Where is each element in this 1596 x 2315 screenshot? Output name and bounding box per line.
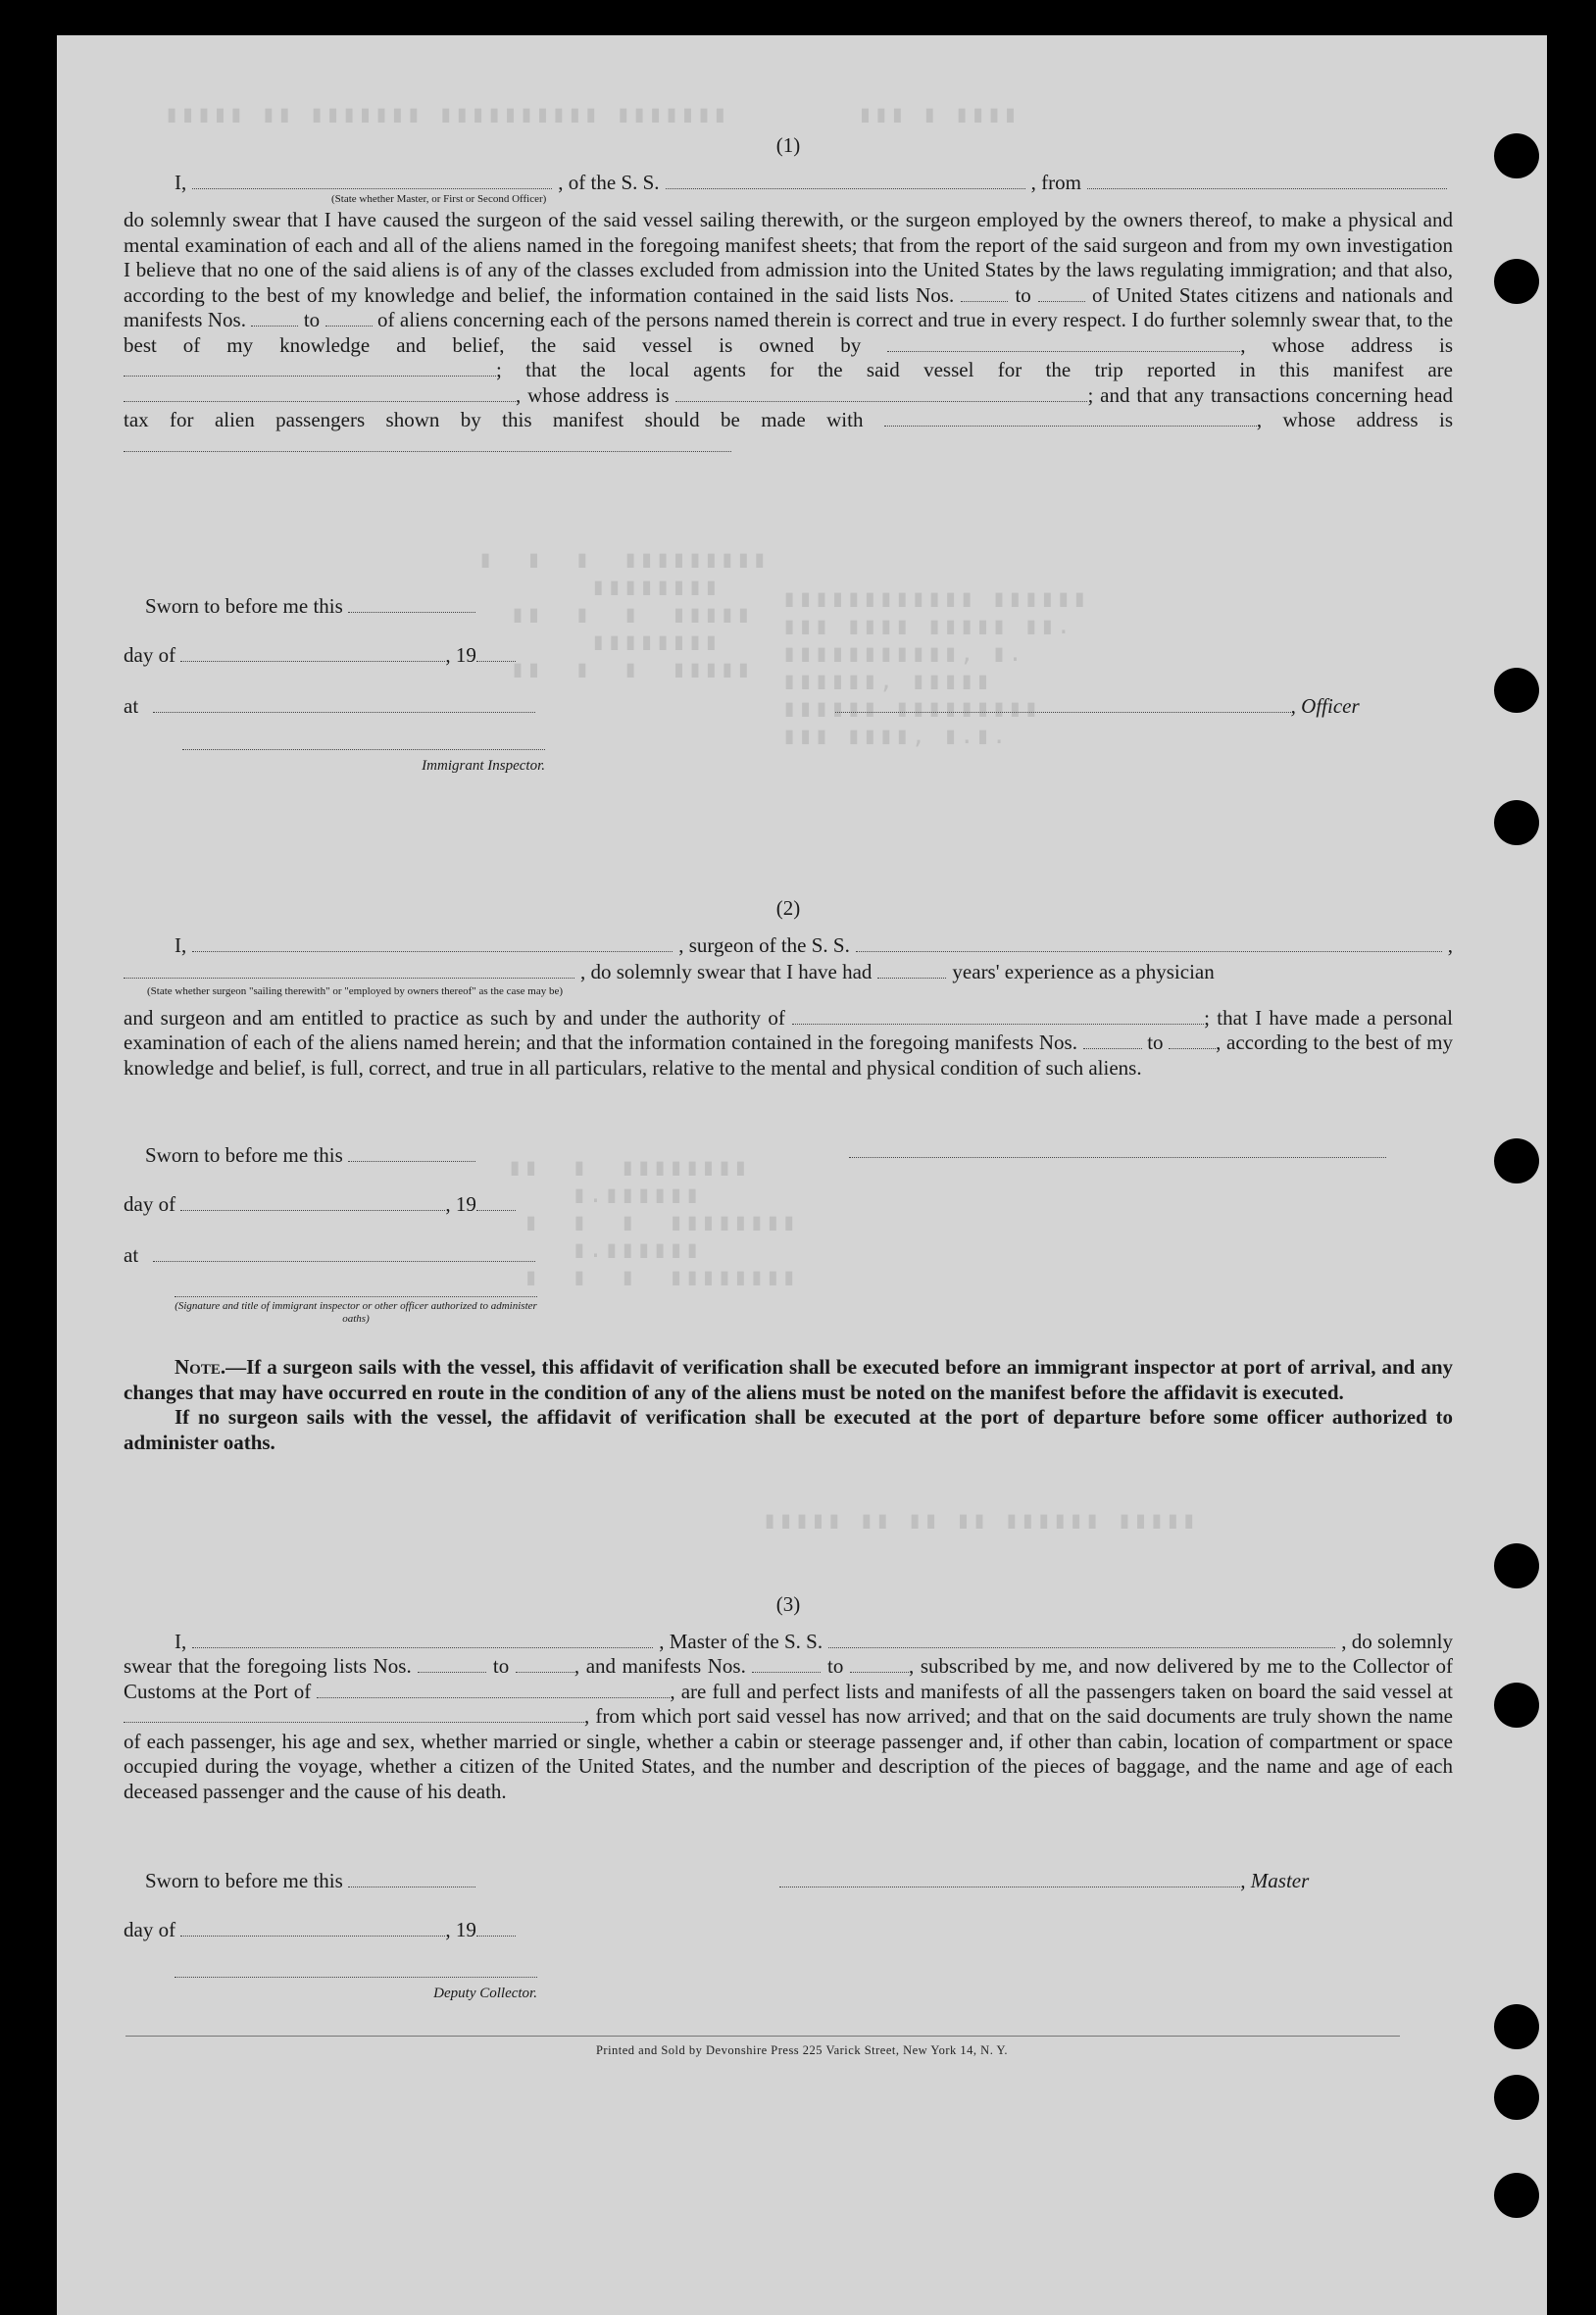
officer-sig-2: (Signature and title of immigrant inspector or other officer authorized to administer oaths) [175,1296,537,1326]
day-of-line: day of , 19 [124,643,516,669]
head-tax-field[interactable] [884,426,1257,427]
at-place-field-2[interactable] [153,1261,535,1262]
section-2 [124,896,1453,1081]
day-of-line-2: day of , 19 [124,1192,516,1218]
head-tax-address-field[interactable] [124,451,731,452]
show-through-texture: ▮▮▮▮▮ ▮▮ ▮▮ ▮▮ ▮▮▮▮▮▮ ▮▮▮▮▮ [763,1506,1199,1534]
master-line: I, , of the S. S. , from [124,171,1453,196]
officer-signature-field[interactable] [835,712,1291,713]
master-lists-from[interactable] [418,1672,486,1673]
show-through-texture: ▮ ▮ ▮ ▮▮▮▮▮▮▮▮▮ ▮▮▮▮▮▮▮▮ ▮▮ ▮ ▮ ▮▮▮▮▮ ▮▮▮▮▮▮▮▮ ▮▮ ▮ ▮ ▮▮▮▮▮ [478,545,770,682]
punch-hole [1494,133,1539,178]
surgeon-line: I, , surgeon of the S. S. , [175,932,1453,957]
note-block: Note.—If a surgeon sails with the vessel, this affidavit of verification shall be executed before an immigrant inspector at port of arrival, and any changes that may have occurred en route in the condition of any of the aliens must be noted on the manifest before the affidavit is executed. If no surgeon sails with the vessel, the affidavit of verification shall be executed at the port of departure before some officer authorized to administer oaths. [124,1355,1453,1454]
punch-hole [1494,1683,1539,1728]
punch-hole [1494,259,1539,304]
master-paragraph: swear that the foregoing lists Nos. to , and manifests Nos. to , subscribed by me, and now delivered by me to the Collector of Customs at the Port of , are full and perfect lists and manifests of all the passengers taken on board the said vessel at , from which port said vessel has now arrived; and that on the said documents are truly shown the name of each passenger, his age and sex, whether married or single, whether a cabin or steerage passenger and, if other than cabin, location of compartment or space occupied during the voyage, whether a citizen of the United States, and the number and description of the pieces of baggage, and the name and age of each deceased passenger and the cause of his death. [124,1654,1454,1803]
vessel-name-field[interactable] [666,187,1025,189]
inspector-signature-field[interactable] [182,749,545,750]
sworn-line-3: Sworn to before me this , Master [145,1869,1310,1892]
officer-name-field[interactable] [192,187,552,189]
master-name-field[interactable] [192,1646,653,1648]
month-field[interactable] [180,661,445,662]
deputy-signature-field[interactable] [175,1977,537,1978]
punch-hole [1494,1543,1539,1588]
manifests-to-field[interactable] [325,326,373,327]
month-field-3[interactable] [180,1936,445,1937]
form-page [57,35,1547,2315]
embark-port-field[interactable] [124,1722,584,1723]
sworn-line-2: Sworn to before me this [145,1143,475,1169]
punch-hole [1494,668,1539,713]
at-place-field[interactable] [153,712,535,713]
section-1 [124,133,1453,458]
show-through-texture: ▮▮▮▮▮▮▮▮▮▮▮▮ ▮▮▮▮▮▮ ▮▮▮ ▮▮▮▮ ▮▮▮▮▮ ▮▮. ▮▮▮▮▮▮▮▮▮▮▮, ▮. ▮▮▮▮▮▮, ▮▮▮▮▮ ▮▮▮▮▮▮ ▮▮▮▮▮▮▮▮▮ ▮▮▮ ▮▮▮▮, ▮.▮. [782,584,1089,749]
owner-field[interactable] [887,351,1240,352]
section-number: (1) [775,133,801,157]
at-line-2: at [124,1243,535,1269]
surgeon-signature-field[interactable] [849,1157,1386,1158]
years-field[interactable] [877,978,946,979]
surgeon-vessel-field[interactable] [856,950,1442,952]
master-manifests-to[interactable] [850,1672,909,1673]
year-field-2[interactable] [476,1210,516,1211]
owner-address-field[interactable] [124,376,496,377]
master-manifests-from[interactable] [752,1672,821,1673]
surgeon-manifest-to[interactable] [1169,1048,1216,1049]
authority-field[interactable] [792,1024,1204,1025]
agents-address-field[interactable] [675,401,1087,402]
show-through-texture: ▮▮ ▮ ▮▮▮▮▮▮▮▮ ▮.▮▮▮▮▮▮ ▮ ▮ ▮ ▮▮▮▮▮▮▮▮ ▮.▮▮▮▮▮▮ ▮ ▮ ▮ ▮▮▮▮▮▮▮▮ [508,1153,799,1290]
port-of-field[interactable] [317,1697,670,1698]
manifests-from-field[interactable] [251,326,298,327]
inspector-line: Immigrant Inspector. [182,749,545,780]
agents-field[interactable] [124,401,516,402]
deputy-line: Deputy Collector. [175,1977,537,2007]
punch-hole [1494,800,1539,845]
officer-signature-field-2[interactable] [175,1296,537,1297]
lists-from-field[interactable] [961,301,1008,302]
punch-hole [1494,2173,1539,2218]
surgeon-manifest-from[interactable] [1083,1048,1142,1049]
lists-to-field[interactable] [1038,301,1085,302]
show-through-texture: ▮▮▮▮▮ ▮▮ ▮▮▮▮▮▮▮ ▮▮▮▮▮▮▮▮▮▮ ▮▮▮▮▮▮▮ ▮▮▮ ▮ ▮▮▮▮ [165,100,1020,127]
footer-rule [125,2036,1400,2037]
port-from-field[interactable] [1087,187,1447,189]
officer-hint: (State whether Master, or First or Second Officer) [331,193,547,205]
oath-paragraph: do solemnly swear that I have caused the surgeon of the said vessel sailing therewith, or the surgeon employed by the owners thereof, to make a physical and mental examination of each and all of the aliens named in the foregoing manifest sheets; that from the report of the said surgeon and from my own investigation I believe that no one of the said aliens is of any of the classes excluded from admission into the United States by the laws regulating immigration; and that also, according to the best of my knowledge and belief, the information contained in the said lists Nos. to of United States citizens and nationals and manifests Nos. to of aliens concerning each of the persons named therein is correct and true in every respect. I do further solemnly swear that, to the best of my knowledge and belief, the said vessel is owned by , whose address is ; that the local agents for the said vessel for the trip reported in this manifest are , whose address is ; and that any transactions concerning head tax for alien passengers shown by this manifest should be made with , whose address is [124,208,1453,458]
master-line-3: I, , Master of the S. S. , do solemnly [175,1629,1453,1653]
section-number: (3) [775,1592,801,1616]
surgeon-type-field[interactable] [124,977,574,979]
master-lists-to[interactable] [516,1672,574,1673]
section-3 [124,1592,1453,1804]
sworn-line: Sworn to before me this [145,594,475,620]
surgeon-paragraph: and surgeon and am entitled to practice as such by and under the authority of ; that I have made a personal examination of each of the aliens named herein; and that the information contained in the foregoing manifests Nos. to , according to the best of my knowledge and belief, is full, correct, and true in all particulars, relative to the mental and physical condition of such aliens. [124,1005,1453,1080]
section-number: (2) [775,896,801,920]
printer-imprint: Printed and Sold by Devonshire Press 225 Varick Street, New York 14, N. Y. [595,2043,1009,2057]
punch-hole [1494,1138,1539,1183]
at-line: at , Officer [124,694,1360,718]
year-field-3[interactable] [476,1936,516,1937]
year-field[interactable] [476,661,516,662]
master-vessel-field[interactable] [828,1646,1335,1648]
surgeon-line-2: , do solemnly swear that I have had years' experience as a physician [124,960,1453,985]
punch-hole [1494,2075,1539,2120]
month-field-2[interactable] [180,1210,445,1211]
day-of-line-3: day of , 19 [124,1918,516,1943]
sworn-day-field-2[interactable] [348,1161,475,1162]
surgeon-hint: (State whether surgeon "sailing therewith" or "employed by owners thereof" as the case may be) [147,984,564,997]
surgeon-name-field[interactable] [192,950,673,952]
sworn-day-field[interactable] [348,612,475,613]
